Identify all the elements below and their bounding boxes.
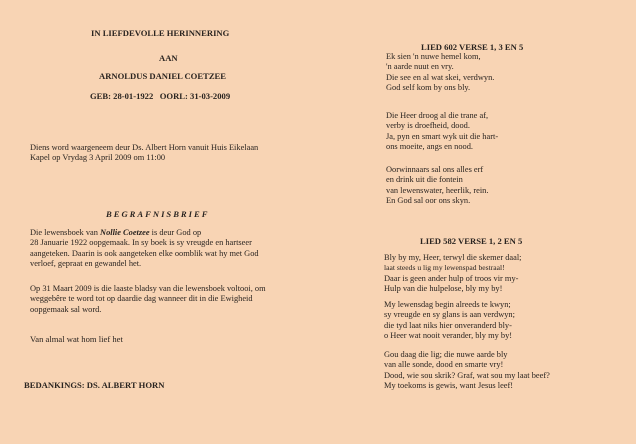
hymn-line: Die Heer droog al die trane af, xyxy=(386,111,489,120)
hymn-line: ons moeite, angs en nood. xyxy=(386,141,473,151)
hymn-line: Die see en al wat skei, verdwyn. xyxy=(386,72,495,82)
obituary-line: weggebêre te word tot op daardie dag wanneer dit in die Ewigheid xyxy=(30,294,253,304)
hymn-line: Daar is geen ander hulp of troos vir my- xyxy=(384,273,519,283)
hymn-line: die tyd laat niks hier onveranderd bly- xyxy=(384,320,512,330)
hymn-1-verse-3 xyxy=(386,165,488,206)
hymn-line: van lewenswater, heerlik, rein. xyxy=(386,185,489,195)
hymn-line: verby is droefheid, dood. xyxy=(386,121,470,131)
obituary-line: aangeteken. Daarin is ook aangeteken elke oomblik wat hy met God xyxy=(30,248,259,258)
memorial-heading: IN LIEFDEVOLLE HERINNERING xyxy=(91,28,230,38)
hymn-line: sy vreugde en sy glans is aan verdwyn; xyxy=(384,310,515,320)
hymn-line: en drink uit die fontein xyxy=(386,175,463,185)
hymn-line: Ek sien 'n nuwe hemel kom, xyxy=(386,52,481,61)
hymn-1-title: LIED 602 VERSE 1, 3 EN 5 xyxy=(421,42,524,52)
service-info xyxy=(30,143,258,164)
hymn-line: God self kom by ons bly. xyxy=(386,82,471,92)
aan-label: AAN xyxy=(159,53,178,63)
hymn-2-verse-3 xyxy=(384,350,550,391)
hymn-line: o Heer wat nooit verander, bly my by! xyxy=(384,330,513,340)
hymn-line: van alle sonde, dood en smarte vry! xyxy=(384,360,504,370)
obituary-line: 28 Januarie 1922 oopgemaak. In sy boek is sy vreugde en hartseer xyxy=(30,238,252,248)
birth-death-dates: GEB: 28-01-1922 OORL: 31-03-2009 xyxy=(90,91,231,101)
nickname: Nollie Coetzee xyxy=(100,228,150,237)
obituary-line: oopgemaak sal word. xyxy=(30,304,102,314)
hymn-line: Hulp van die hulpelose, bly my by! xyxy=(384,283,503,293)
hymn-line: laat steeds u lig my lewenspad bestraal! xyxy=(384,263,505,273)
hymn-line: Gou daag die lig; die nuwe aarde bly xyxy=(384,350,508,359)
obituary-line: verloef, gepraat en gewandel het. xyxy=(30,258,142,268)
obituary-line: Op 31 Maart 2009 is die laaste bladsy van die lewensboek voltooi, om xyxy=(30,284,266,293)
deceased-name: ARNOLDUS DANIEL COETZEE xyxy=(99,71,227,81)
hymn-line: Bly by my, Heer, terwyl die skemer daal; xyxy=(384,253,522,262)
hymn-line: Ja, pyn en smart wyk uit die hart- xyxy=(386,131,499,141)
hymn-line: My toekoms is gewis, want Jesus leef! xyxy=(384,380,514,390)
obituary-paragraph-2 xyxy=(30,284,266,315)
hymn-line: 'n aarde nuut en vry. xyxy=(386,62,454,72)
hymn-1-verse-1 xyxy=(386,52,494,93)
service-line: Kapel op Vrydag 3 April 2009 om 11:00 xyxy=(30,153,166,163)
service-line: Diens word waargeneem deur Ds. Albert Horn vanuit Huis Eikelaan xyxy=(30,143,259,152)
obituary-line: Die lewensboek van Nollie Coetzee is deur God op xyxy=(30,228,202,237)
hymn-line: En God sal oor ons skyn. xyxy=(386,195,471,205)
hymn-line: My lewensdag begin alreeds te kwyn; xyxy=(384,300,511,309)
acknowledgements: BEDANKINGS: DS. ALBERT HORN xyxy=(24,380,165,390)
hymn-2-verse-1 xyxy=(384,253,522,294)
hymn-line: Oorwinnaars sal ons alles erf xyxy=(386,165,484,174)
obituary-paragraph-1 xyxy=(30,228,259,269)
hymn-1-verse-2 xyxy=(386,111,498,152)
hymn-2-verse-2 xyxy=(384,300,515,341)
closing-line: Van almal wat hom lief het xyxy=(30,334,123,344)
hymn-line: Dood, wie sou skrik? Graf, wat sou my laat beef? xyxy=(384,370,550,380)
hymn-2-title: LIED 582 VERSE 1, 2 EN 5 xyxy=(420,236,523,246)
obituary-title: BEGRAFNISBRIEF xyxy=(106,209,210,219)
